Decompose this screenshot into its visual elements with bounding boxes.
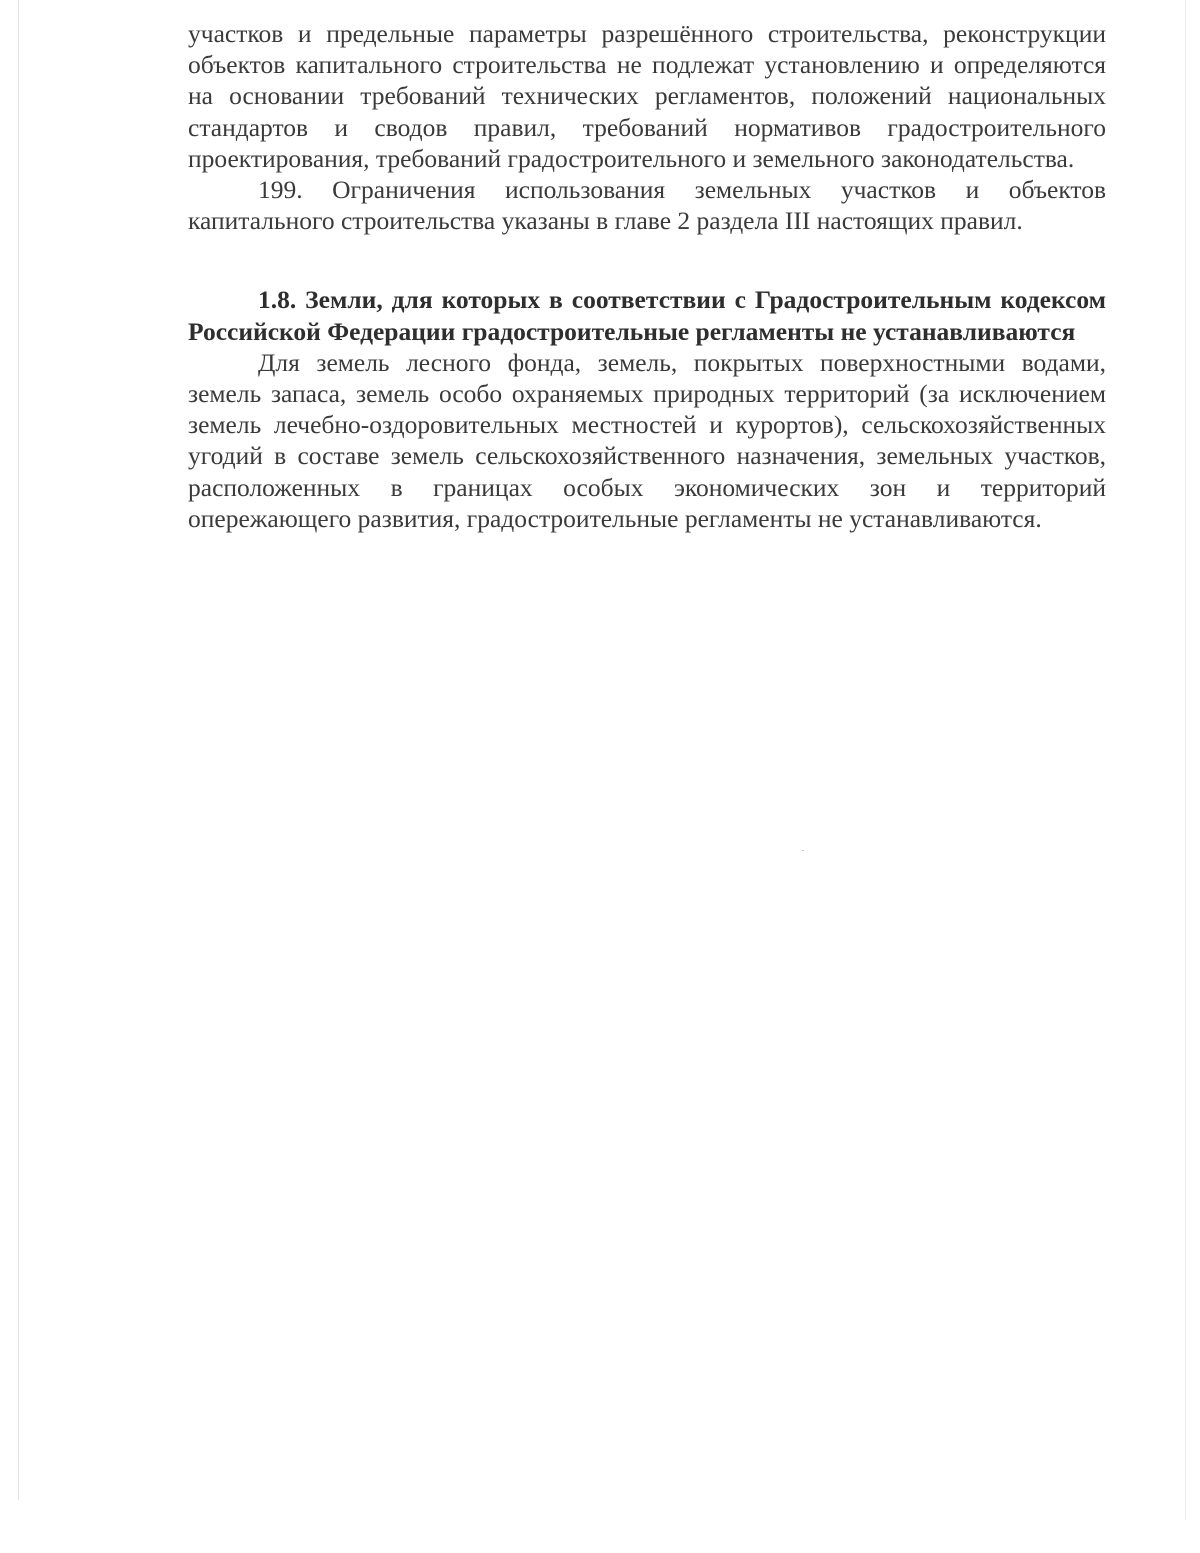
scan-edge-left	[18, 0, 19, 1500]
document-body	[188, 18, 1106, 534]
scan-speck	[802, 850, 804, 851]
section-body: Для земель лесного фонда, земель, покрытых поверхностными водами, земель запаса, земель особо охраняемых природных территорий (за исключением земель лечебно-оздоровительных местностей и курортов), сельскохозяйственных угодий в составе земель сельскохозяйственного назначения, земельных участков, расположенных в границах особых экономических зон и территорий опережающего развития, градостроительные регламенты не устанавливаются.	[188, 347, 1106, 533]
scan-edge-right	[1185, 0, 1186, 1520]
paragraph-continued: участков и предельные параметры разрешённого строительства, реконструкции объектов капитального строительства не подлежат установлению и определяются на основании требований технических регламентов, положений национальных стандартов и сводов правил, требований нормативов градостроительного проектирования, требований градостроительного и земельного законодательства.	[188, 19, 1106, 173]
section-heading: 1.8. Земли, для которых в соответствии с Градостроительным кодексом Российской Федерации градостроительные регламенты не устанавливаются	[188, 285, 1106, 346]
paragraph-199: 199. Ограничения использования земельных участков и объектов капитального строительства указаны в главе 2 раздела III настоящих правил.	[188, 175, 1106, 236]
